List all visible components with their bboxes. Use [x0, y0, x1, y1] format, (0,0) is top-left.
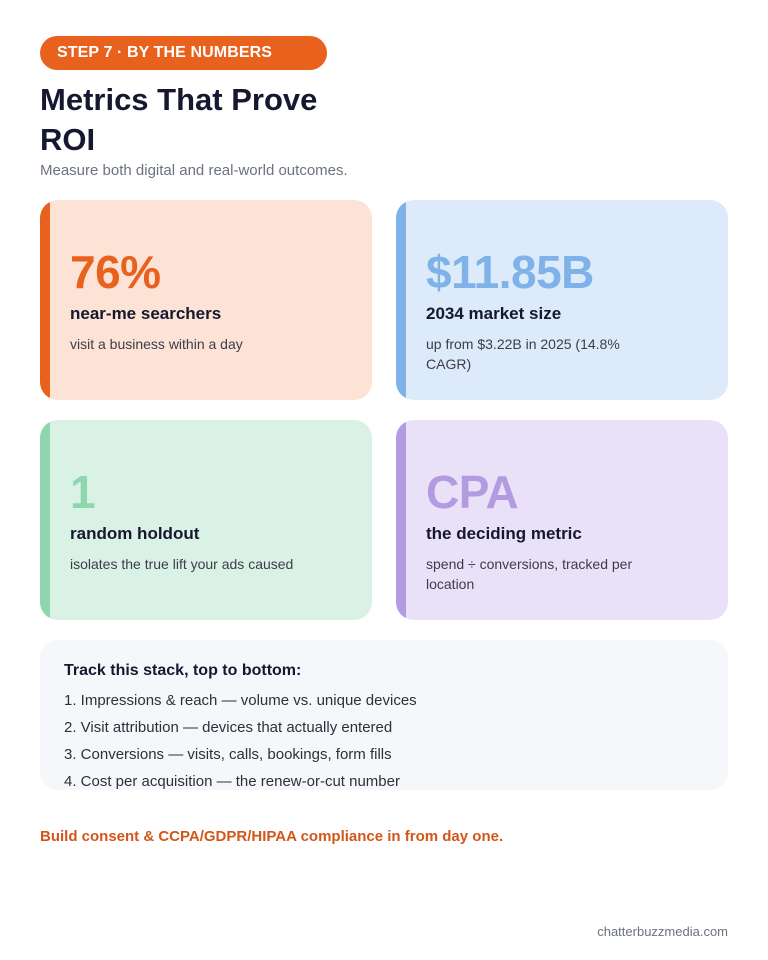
stat-card-market-size [396, 200, 728, 400]
card-stat: $11.85B [426, 246, 594, 298]
card-accent-bar [396, 200, 406, 400]
card-accent-bar [396, 420, 406, 620]
card-description: up from $3.22B in 2025 (14.8% CAGR) [426, 336, 620, 372]
page-subtitle: Measure both digital and real-world outcomes. [40, 162, 348, 179]
compliance-note: Build consent & CCPA/GDPR/HIPAA compliance in from day one. [40, 828, 504, 845]
list-item: 2. Visit attribution — devices that actually entered [64, 719, 393, 736]
card-stat: 76% [70, 246, 161, 298]
card-accent-bar [40, 420, 50, 620]
page-title: Metrics That Prove ROI [40, 82, 318, 157]
card-label: the deciding metric [426, 524, 582, 543]
footer-url: chatterbuzzmedia.com [597, 924, 728, 939]
card-description: visit a business within a day [70, 336, 243, 352]
card-label: 2034 market size [426, 304, 562, 323]
list-item: 3. Conversions — visits, calls, bookings, form fills [64, 746, 392, 763]
card-stat: 1 [70, 466, 96, 518]
list-item: 4. Cost per acquisition — the renew-or-cut number [64, 773, 400, 790]
list-item: 1. Impressions & reach — volume vs. unique devices [64, 692, 417, 709]
card-description: spend ÷ conversions, tracked per location [426, 556, 633, 592]
card-label: near-me searchers [70, 304, 222, 323]
card-stat: CPA [426, 466, 519, 518]
tracking-stack-panel [40, 640, 728, 790]
card-description: isolates the true lift your ads caused [70, 556, 294, 572]
stat-card-cpa [396, 420, 728, 620]
stack-list [64, 692, 417, 790]
stat-card-near-me-searchers [40, 200, 372, 400]
step-badge: STEP 7 · BY THE NUMBERS [40, 36, 327, 70]
stat-card-random-holdout [40, 420, 372, 620]
stack-title: Track this stack, top to bottom: [64, 662, 302, 679]
card-label: random holdout [70, 524, 200, 543]
card-accent-bar [40, 200, 50, 400]
